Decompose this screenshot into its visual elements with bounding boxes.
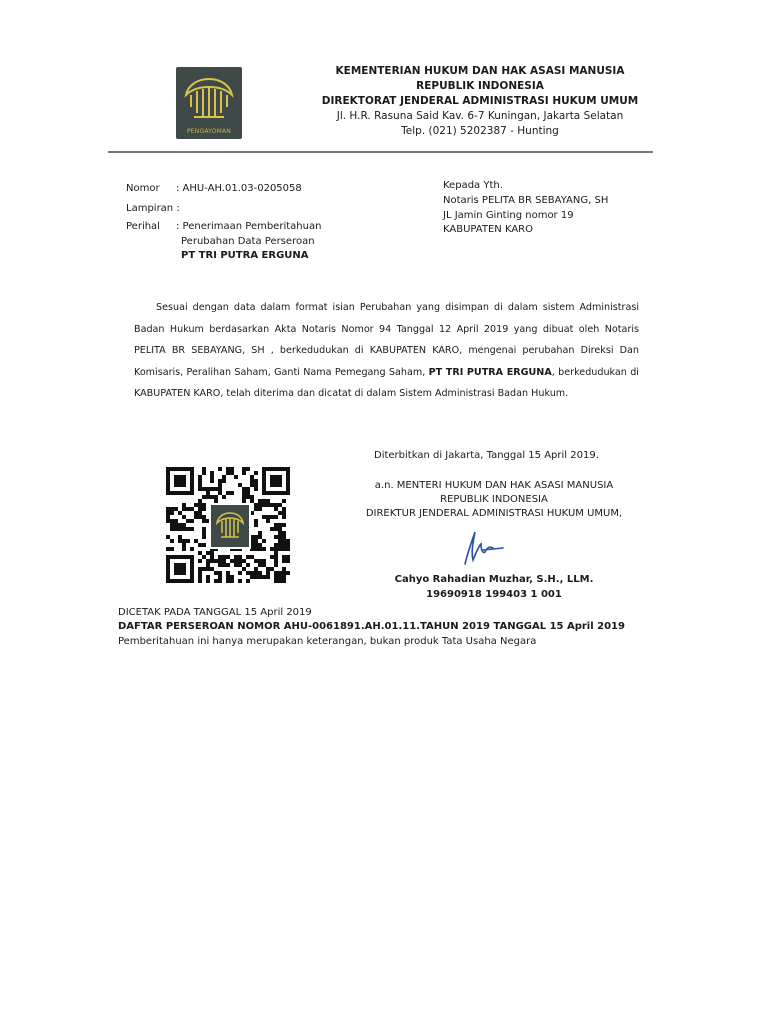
- body-text-part-2: , berkedudukan di KABUPATEN KARO, telah diterima dan dicatat di dalam Sistem Administrasi Badan Hukum.: [134, 366, 639, 399]
- banyan-tree-icon: [176, 67, 242, 127]
- signatory-nip: 19690918 199403 1 001: [426, 589, 562, 600]
- nomor-value: : AHU-AH.01.03-0205058: [176, 183, 302, 194]
- nomor-label: Nomor: [126, 183, 160, 194]
- issued-statement: Diterbitkan di Jakarta, Tanggal 15 April 2019.: [374, 450, 599, 461]
- printed-date: DICETAK PADA TANGGAL 15 April 2019: [118, 607, 312, 618]
- banyan-tree-small-icon: [211, 505, 249, 547]
- perihal-label: Perihal: [126, 221, 160, 232]
- body-company-name: PT TRI PUTRA ERGUNA: [428, 366, 552, 378]
- on-behalf-line-1: a.n. MENTERI HUKUM DAN HAK ASASI MANUSIA: [374, 480, 614, 491]
- country-name: REPUBLIK INDONESIA: [416, 80, 544, 92]
- directorate-name: DIREKTORAT JENDERAL ADMINISTRASI HUKUM UMUM: [321, 95, 639, 107]
- perihal-line-1: : Penerimaan Pemberitahuan: [176, 221, 322, 232]
- ministry-name: KEMENTERIAN HUKUM DAN HAK ASASI MANUSIA: [335, 65, 625, 77]
- qr-finder-pattern: [174, 563, 186, 575]
- handwritten-signature: [453, 528, 513, 568]
- body-paragraph: [134, 297, 639, 405]
- perihal-line-2: Perubahan Data Perseroan: [181, 236, 315, 247]
- on-behalf-line-3: DIREKTUR JENDERAL ADMINISTRASI HUKUM UMUM,: [365, 508, 623, 519]
- lampiran-label: Lampiran :: [126, 203, 180, 214]
- recipient-street: JL Jamin Ginting nomor 19: [443, 210, 574, 221]
- qr-finder-pattern: [270, 475, 282, 487]
- recipient-name: Notaris PELITA BR SEBAYANG, SH: [443, 195, 609, 206]
- logo-caption: PENGAYOMAN: [186, 128, 231, 135]
- body-text-part-1: Sesuai dengan data dalam format isian Perubahan yang disimpan di dalam sistem Administrasi Badan Hukum berdasarkan Akta Notaris Nomor 94 Tanggal 12 April 2019 yang dibuat oleh Notaris PELITA BR SEBAYANG, SH , berkedudukan di KABUPATEN KARO, mengenai perubahan Direksi Dan Komisaris, Peralihan Saham, Ganti Nama Pemegang Saham,: [134, 302, 639, 378]
- registry-number: DAFTAR PERSEROAN NOMOR AHU-0061891.AH.01.11.TAHUN 2019 TANGGAL 15 April 2019: [118, 621, 625, 632]
- recipient-city: KABUPATEN KARO: [443, 224, 533, 235]
- address: Jl. H.R. Rasuna Said Kav. 6-7 Kuningan, Jakarta Selatan: [336, 110, 624, 122]
- on-behalf-line-2: REPUBLIK INDONESIA: [440, 494, 548, 505]
- header-divider: [108, 151, 653, 153]
- qr-logo: [209, 503, 251, 549]
- ministry-logo: [176, 67, 242, 139]
- disclaimer: Pemberitahuan ini hanya merupakan keterangan, bukan produk Tata Usaha Negara: [118, 636, 537, 647]
- perihal-company: PT TRI PUTRA ERGUNA: [181, 250, 309, 261]
- qr-code: [166, 467, 290, 583]
- signatory-name: Cahyo Rahadian Muzhar, S.H., LLM.: [394, 574, 594, 585]
- recipient-greeting: Kepada Yth.: [443, 180, 503, 191]
- phone: Telp. (021) 5202387 - Hunting: [401, 125, 559, 137]
- qr-finder-pattern: [174, 475, 186, 487]
